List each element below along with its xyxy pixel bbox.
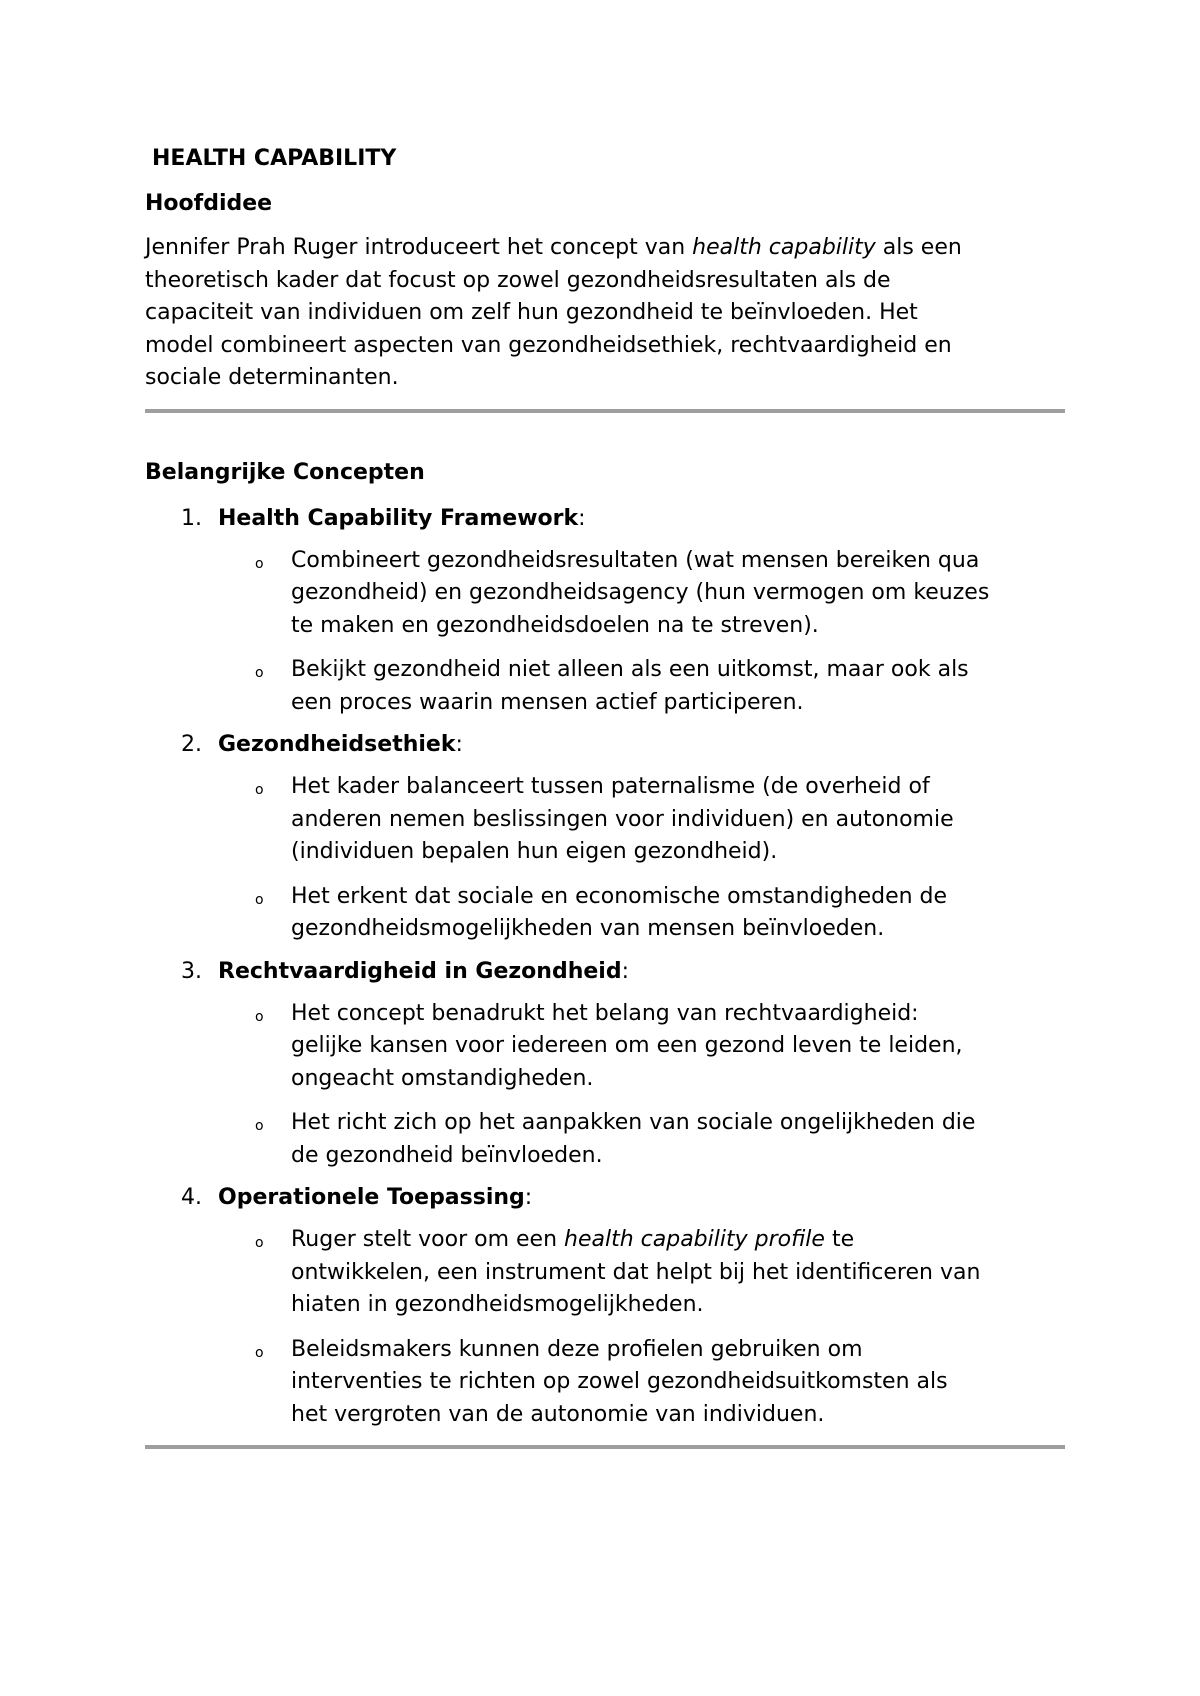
bullet-circle-icon: o: [255, 782, 264, 798]
bullet-line: ongeacht omstandigheden.: [291, 1065, 594, 1091]
bullet-item: [145, 654, 1065, 719]
bullet-line: interventies te richten op zowel gezondheidsuitkomsten als: [291, 1369, 948, 1394]
list-item-heading: [145, 954, 1065, 990]
list-item-title: Rechtvaardigheid in Gezondheid: [218, 958, 622, 984]
bullet-line: (individuen bepalen hun eigen gezondheid).: [291, 839, 778, 864]
intro-line: model combineert aspecten van gezondheidsethiek, rechtvaardigheid en: [145, 332, 952, 358]
list-item-number: 2.: [181, 732, 202, 757]
bullet-line: Het concept benadrukt het belang van rechtvaardigheid:: [291, 1000, 919, 1026]
intro-line: theoretisch kader dat focust op zowel gezondheidsresultaten als de: [145, 267, 891, 293]
bullet-item: [145, 771, 1065, 869]
bullet-line: een proces waarin mensen actief participeren.: [291, 689, 804, 715]
bullet-line: Combineert gezondheidsresultaten (wat mensen bereiken qua: [291, 547, 980, 573]
bullet-item: [145, 1224, 1065, 1322]
bullet-line: het vergroten van de autonomie van individuen.: [291, 1401, 825, 1427]
bullet-line: Het kader balanceert tussen paternalisme (de overheid of: [291, 774, 930, 799]
list-item-number: 1.: [181, 505, 202, 531]
intro-line: capaciteit van individuen om zelf hun gezondheid te beïnvloeden. Het: [145, 300, 918, 325]
concepts-heading: Belangrijke Concepten: [145, 459, 425, 485]
list-item-title: Gezondheidsethiek: [218, 732, 456, 757]
bullet-circle-icon: o: [255, 555, 264, 572]
bullet-line: Het richt zich op het aanpakken van sociale ongelijkheden die: [291, 1110, 976, 1135]
intro-line: sociale determinanten.: [145, 365, 399, 390]
list-item-suffix: :: [621, 958, 629, 984]
bullet-line: gelijke kansen voor iedereen om een gezond leven te leiden,: [291, 1033, 963, 1058]
intro-line: Jennifer Prah Ruger introduceert het concept van health capability als een: [145, 235, 962, 260]
horizontal-rule: [145, 409, 1065, 413]
bullet-item: [145, 998, 1065, 1096]
list-item-heading: [145, 1180, 1065, 1216]
document-page: [145, 140, 1065, 1449]
bullet-item: [145, 545, 1065, 643]
list-item-suffix: :: [524, 1185, 533, 1210]
bullet-line: gezondheid) en gezondheidsagency (hun vermogen om keuzes: [291, 580, 990, 605]
concepts-list: [145, 501, 1065, 1432]
bullet-line: Bekijkt gezondheid niet alleen als een uitkomst, maar ook als: [291, 657, 969, 682]
list-item-number: 3.: [181, 958, 202, 984]
bullet-line: gezondheidsmogelijkheden van mensen beïnvloeden.: [291, 916, 885, 941]
intro-paragraph: [145, 232, 1065, 395]
document-title: HEALTH CAPABILITY: [152, 146, 397, 171]
bullet-circle-icon: o: [255, 1008, 264, 1025]
bullet-line: ontwikkelen, een instrument dat helpt bij het identificeren van: [291, 1259, 981, 1285]
bullet-line: de gezondheid beïnvloeden.: [291, 1142, 603, 1168]
bullet-circle-icon: o: [255, 1235, 264, 1251]
bullet-line: te maken en gezondheidsdoelen na te streven).: [291, 612, 819, 638]
bullet-line: Het erkent dat sociale en economische omstandigheden de: [291, 883, 948, 909]
intro-heading: Hoofdidee: [145, 191, 273, 216]
list-item-number: 4.: [181, 1185, 202, 1210]
bullet-line: Beleidsmakers kunnen deze profielen gebruiken om: [291, 1336, 863, 1362]
list-item-suffix: :: [578, 505, 586, 531]
bullet-item: [145, 881, 1065, 946]
bullet-circle-icon: o: [255, 665, 264, 681]
list-item-title: Operationele Toepassing: [218, 1185, 525, 1210]
list-item-heading: [145, 727, 1065, 763]
list-item-suffix: :: [455, 732, 463, 757]
bullet-item: [145, 1334, 1065, 1432]
horizontal-rule-bottom: [145, 1445, 1065, 1449]
bullet-line: anderen nemen beslissingen voor individuen) en autonomie: [291, 806, 954, 832]
bullet-item: [145, 1107, 1065, 1172]
bullet-line: Ruger stelt voor om een health capability profile te: [291, 1227, 855, 1252]
bullet-circle-icon: o: [255, 891, 264, 908]
bullet-circle-icon: o: [255, 1344, 264, 1361]
bullet-line: hiaten in gezondheidsmogelijkheden.: [291, 1292, 704, 1317]
bullet-circle-icon: o: [255, 1118, 264, 1134]
list-item-title: Health Capability Framework: [218, 505, 579, 531]
list-item-heading: [145, 501, 1065, 537]
